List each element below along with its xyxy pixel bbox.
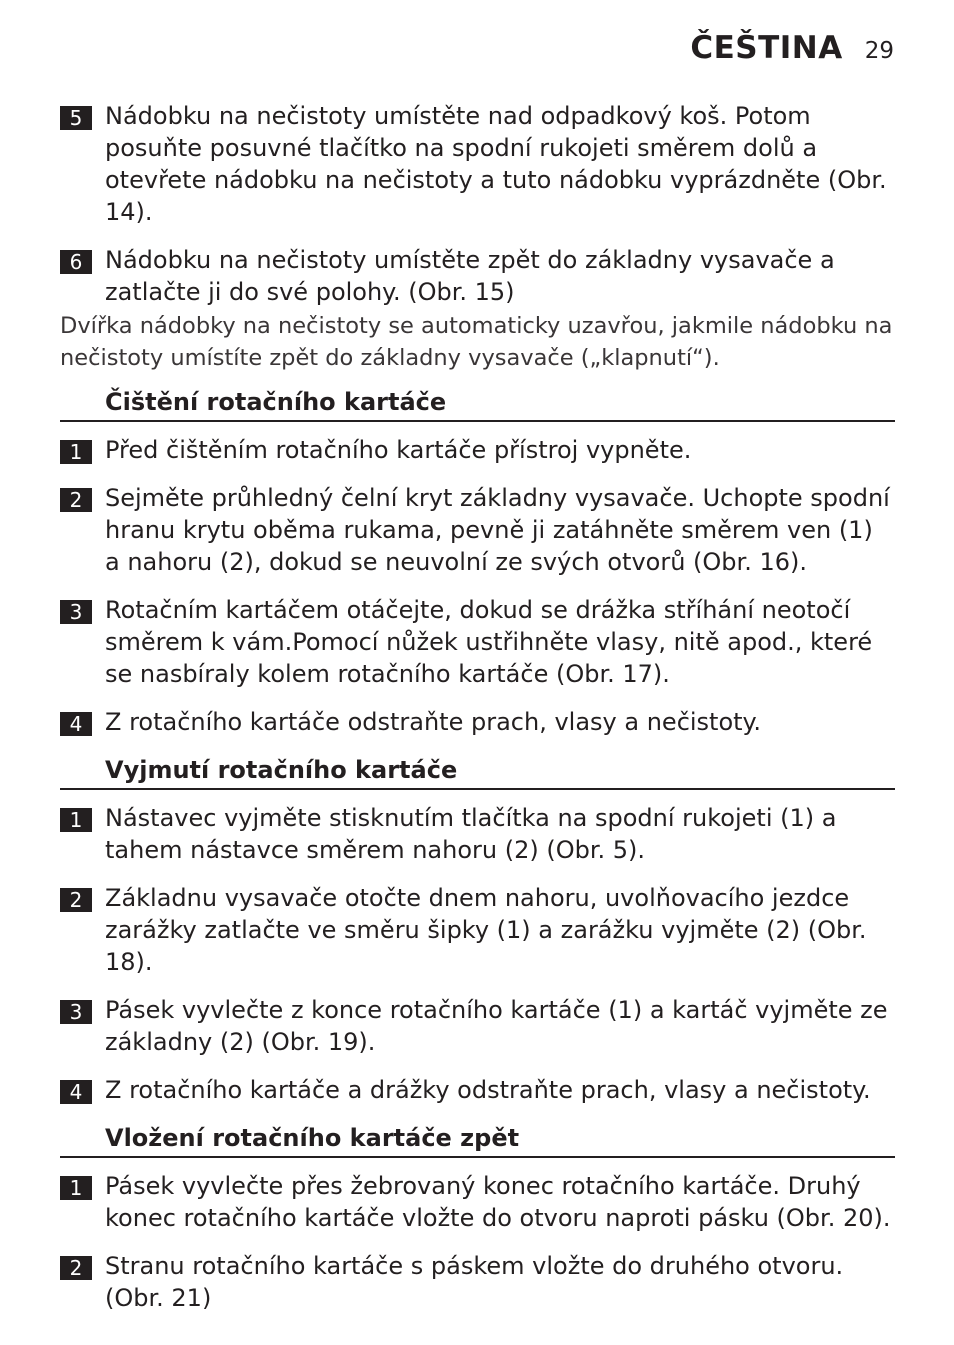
step-number-badge: 3 [60, 1000, 92, 1024]
step-number-badge: 4 [60, 712, 92, 736]
page-header [690, 30, 894, 66]
step-text: Pásek vyvlečte přes žebrovaný konec rotačního kartáče. Druhý konec rotačního kartáče vložte do otvoru naproti pásku (Obr. 20). [105, 1172, 891, 1232]
step-item [60, 882, 895, 978]
step-number-badge: 2 [60, 888, 92, 912]
step-text: Stranu rotačního kartáče s páskem vložte do druhého otvoru. (Obr. 21) [105, 1252, 844, 1312]
step-item [60, 1170, 895, 1234]
step-text: Před čištěním rotačního kartáče přístroj vypněte. [105, 436, 692, 464]
page-number: 29 [864, 38, 894, 64]
step-text: Pásek vyvlečte z konce rotačního kartáče (1) a kartáč vyjměte ze základny (2) (Obr. 19). [105, 996, 888, 1056]
step-text: Nástavec vyjměte stisknutím tlačítka na spodní rukojeti (1) a tahem nástavce směrem nahoru (2) (Obr. 5). [105, 804, 837, 864]
step-item [60, 594, 895, 690]
step-item [60, 1250, 895, 1314]
step-text: Sejměte průhledný čelní kryt základny vysavače. Uchopte spodní hranu krytu oběma rukama, pevně ji zatáhněte směrem ven (1) a nahoru (2), dokud se neuvolní ze svých otvorů (Obr. 16). [105, 484, 890, 576]
step-item [60, 1074, 895, 1106]
section-heading: Čištění rotačního kartáče [60, 386, 895, 422]
step-number-badge: 3 [60, 600, 92, 624]
step-item [60, 244, 895, 308]
step-number-badge: 1 [60, 1176, 92, 1200]
info-note: Dvířka nádobky na nečistoty se automaticky uzavřou, jakmile nádobku na nečistoty umístíte zpět do základny vysavače („klapnutí“). [60, 313, 893, 371]
step-item [60, 100, 895, 228]
step-number-badge: 4 [60, 1080, 92, 1104]
language-title: ČEŠTINA [690, 30, 843, 66]
step-number-badge: 2 [60, 488, 92, 512]
step-item [60, 994, 895, 1058]
step-number-badge: 1 [60, 808, 92, 832]
step-text: Nádobku na nečistoty umístěte zpět do základny vysavače a zatlačte ji do své polohy. (Obr. 15) [105, 246, 835, 306]
step-text: Základnu vysavače otočte dnem nahoru, uvolňovacího jezdce zarážky zatlačte ve směru šipky (1) a zarážku vyjměte (2) (Obr. 18). [105, 884, 867, 976]
section-heading: Vyjmutí rotačního kartáče [60, 754, 895, 790]
step-text: Z rotačního kartáče odstraňte prach, vlasy a nečistoty. [105, 708, 761, 736]
step-text: Nádobku na nečistoty umístěte nad odpadkový koš. Potom posuňte posuvné tlačítko na spodní rukojeti směrem dolů a otevřete nádobku na nečistoty a tuto nádobku vyprázdněte (Obr. 14). [105, 102, 887, 226]
page-content [60, 100, 895, 1330]
step-number-badge: 2 [60, 1256, 92, 1280]
step-item [60, 706, 895, 738]
step-item [60, 482, 895, 578]
step-text: Rotačním kartáčem otáčejte, dokud se drážka stříhání neotočí směrem k vám.Pomocí nůžek ustřihněte vlasy, nitě apod., které se nasbíraly kolem rotačního kartáče (Obr. 17). [105, 596, 873, 688]
step-item [60, 802, 895, 866]
step-number-badge: 5 [60, 106, 92, 130]
step-text: Z rotačního kartáče a drážky odstraňte prach, vlasy a nečistoty. [105, 1076, 871, 1104]
step-number-badge: 1 [60, 440, 92, 464]
step-number-badge: 6 [60, 250, 92, 274]
section-heading: Vložení rotačního kartáče zpět [60, 1122, 895, 1158]
step-item [60, 434, 895, 466]
